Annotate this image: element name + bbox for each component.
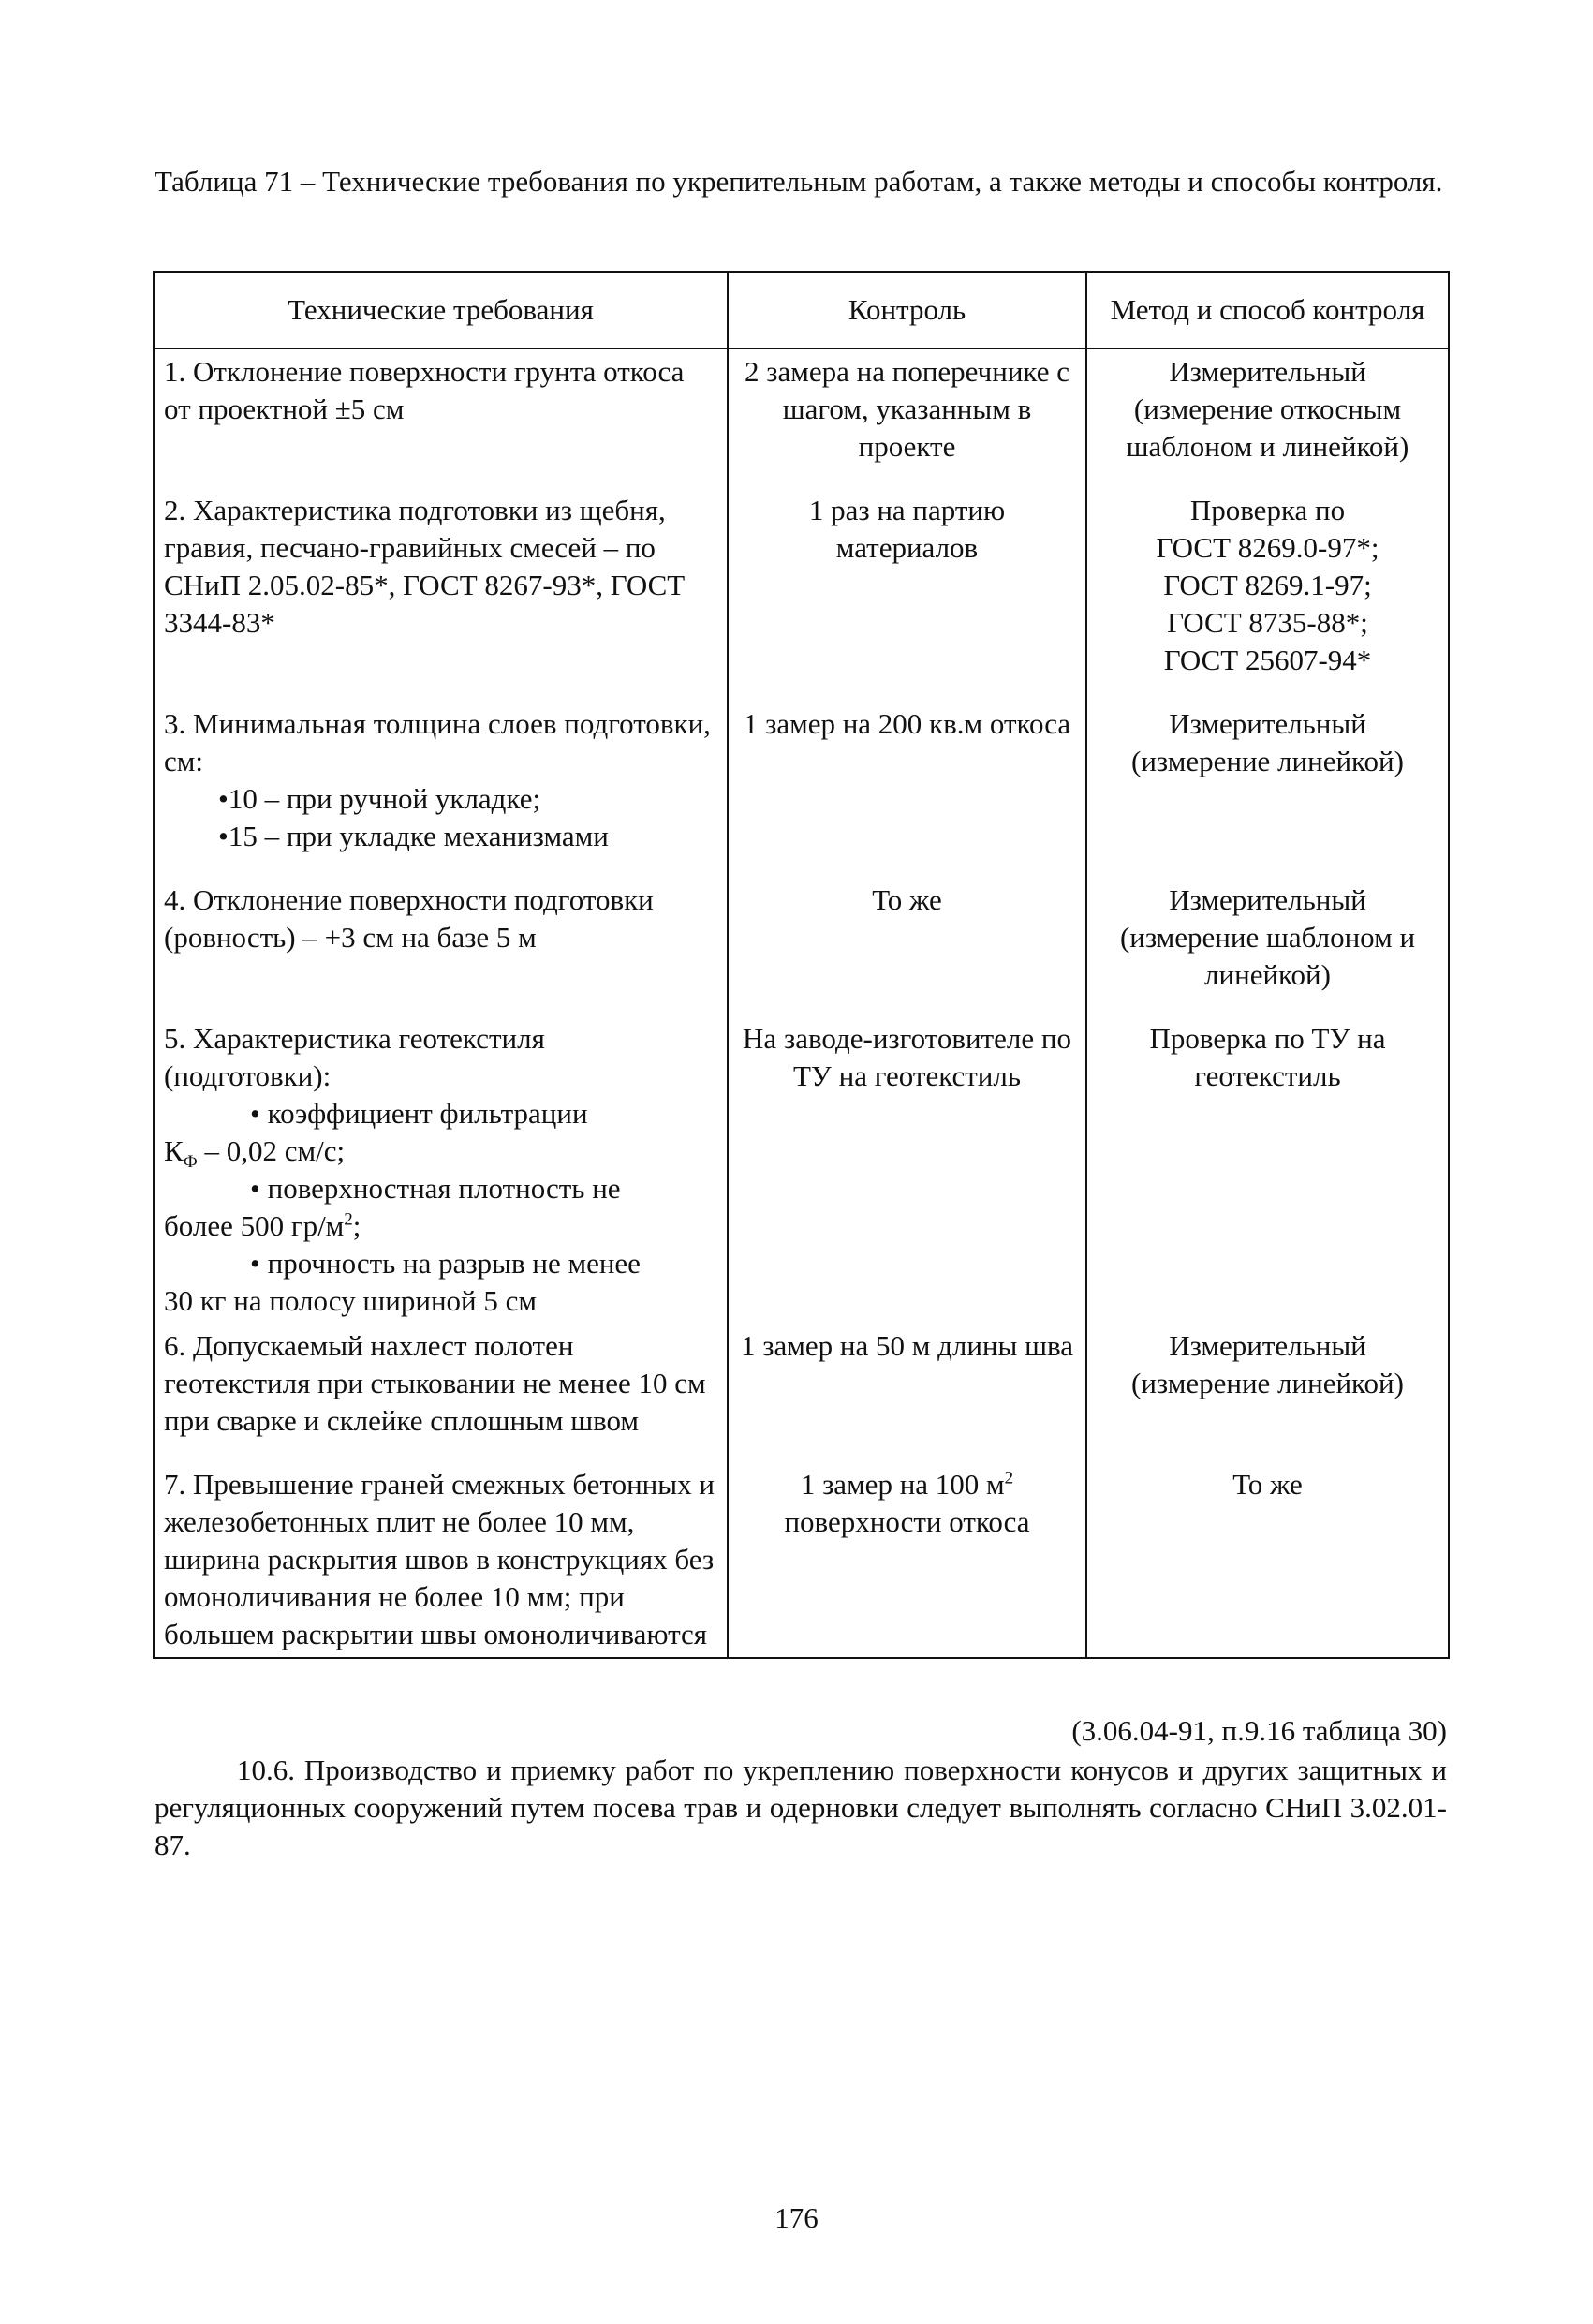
table-row [154,702,1449,878]
table-row [154,1462,1449,1658]
row5-bullet: • коэффициент фильтрации [250,1097,588,1130]
row6-control: 1 замер на 50 м длины шва [728,1324,1086,1462]
page-number: 176 [774,2201,819,2234]
row5-requirement [154,1016,728,1324]
table-row [154,348,1449,488]
table-row [154,878,1449,1016]
row5-text: – 0,02 см/с; [197,1134,346,1167]
row5-bullet-cont [164,1132,717,1173]
row5-bullet-cont: 30 кг на полосу шириной 5 см [164,1284,538,1317]
row2-method-line: ГОСТ 25607-94* [1163,644,1372,676]
row2-method [1086,488,1449,702]
row7-control [728,1462,1086,1658]
row5-control: На заводе-изготовителе по ТУ на геотекстиль [728,1016,1086,1324]
table-row [154,488,1449,702]
row1-control: 2 замера на поперечнике с шагом, указанным в проекте [728,348,1086,488]
row1-method: Измерительный (измерение откосным шаблоном и линейкой) [1086,348,1449,488]
row4-method: Измерительный (измерение шаблоном и линейкой) [1086,878,1449,1016]
row5-method: Проверка по ТУ на геотекстиль [1086,1016,1449,1324]
table-row [154,1324,1449,1462]
body-paragraph: 10.6. Производство и приемку работ по укреплению поверхности конусов и других защитных и регуляционных сооружений путем посева трав и одерновки следует выполнять согласно СНиП 3.02.01-87. [155,1754,1447,1861]
row5-bullet: • прочность на разрыв не менее [250,1247,641,1280]
row7-control-sup: 2 [1004,1468,1014,1488]
table-row [154,1016,1449,1324]
source-reference: (3.06.04-91, п.9.16 таблица 30) [1071,1714,1447,1747]
row5-bullet-cont [164,1207,717,1245]
row6-requirement: 6. Допускаемый нахлест полотен геотекстиля при стыковании не менее 10 см при сварке и склейке сплошным швом [154,1324,728,1462]
row5-text: более 500 гр/м [164,1209,345,1242]
row7-requirement: 7. Превышение граней смежных бетонных и железобетонных плит не более 10 мм, ширина раскрытия швов в конструкциях без омоноличивания не более 10 мм; при большем раскрытии швы омоноличиваются [154,1462,728,1658]
row2-method-line: ГОСТ 8735-88*; [1167,606,1368,639]
row4-requirement: 4. Отклонение поверхности подготовки (ровность) – +3 см на базе 5 м [154,878,728,1016]
row6-method: Измерительный (измерение линейкой) [1086,1324,1449,1462]
row5-bullet: • поверхностная плотность не [250,1172,621,1205]
header-control: Контроль [728,272,1086,348]
row2-requirement: 2. Характеристика подготовки из щебня, гравия, песчано-гравийных смесей – по СНиП 2.05.02-85*, ГОСТ 8267-93*, ГОСТ 3344-83* [154,488,728,702]
row5-text: К [164,1134,184,1167]
row3-requirement [154,702,728,878]
row3-control: 1 замер на 200 кв.м откоса [728,702,1086,878]
row5-requirement-intro: 5. Характеристика геотекстиля (подготовки): [164,1022,545,1092]
row4-control: То же [728,878,1086,1016]
row7-control-text: 1 замер на 100 м [800,1468,1005,1501]
row5-sub: Ф [183,1152,198,1173]
row3-bullet: •10 – при ручной укладке; [218,782,541,815]
row2-method-line: ГОСТ 8269.0-97*; [1156,531,1379,564]
table-caption: Таблица 71 – Технические требования по укрепительным работам, а также методы и способы контроля. [155,165,1443,198]
requirements-table [153,271,1450,1659]
header-method: Метод и способ контроля [1086,272,1449,348]
row1-requirement: 1. Отклонение поверхности грунта откоса от проектной ±5 см [154,348,728,488]
row5-text: ; [352,1209,361,1242]
row7-method: То же [1086,1462,1449,1658]
table-header-row [154,272,1449,348]
row3-method: Измерительный (измерение линейкой) [1086,702,1449,878]
row2-control: 1 раз на партию материалов [728,488,1086,702]
row3-requirement-text: 3. Минимальная толщина слоев подготовки, см: [164,707,711,777]
row7-control-text: поверхности откоса [784,1505,1030,1538]
row2-method-line: ГОСТ 8269.1-97; [1163,569,1372,601]
header-requirements: Технические требования [154,272,728,348]
row2-method-line: Проверка по [1189,494,1346,526]
row5-sup: 2 [344,1209,353,1230]
row3-bullet: •15 – при укладке механизмами [218,820,609,852]
